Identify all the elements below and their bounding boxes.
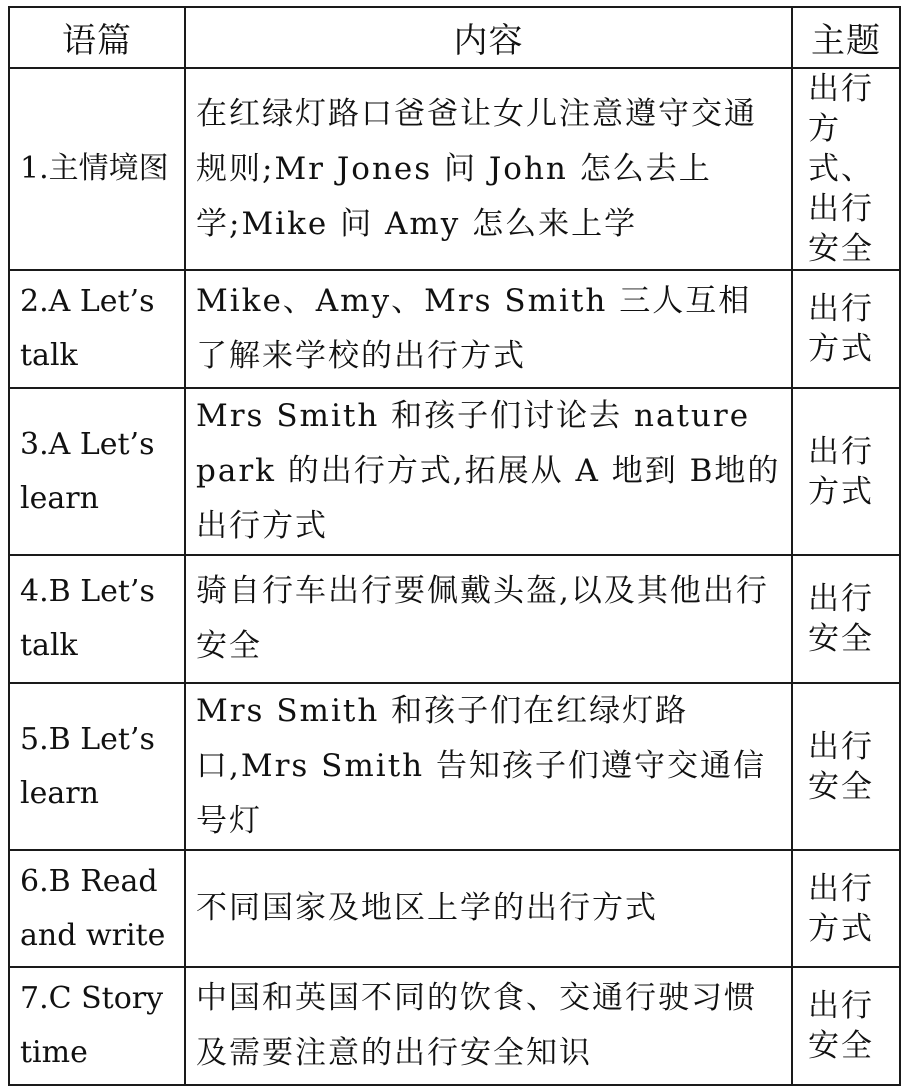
table-row xyxy=(9,683,900,850)
theme-cell xyxy=(792,68,900,270)
section-cell: 5.B Let’s learn xyxy=(9,683,185,850)
lesson-table xyxy=(8,6,901,1086)
table-row xyxy=(9,388,900,555)
section-cell: 4.B Let’s talk xyxy=(9,555,185,683)
theme-text: 出行方式 xyxy=(808,291,874,367)
section-cell: 2.A Let’s talk xyxy=(9,270,185,388)
theme-text: 出行方式 xyxy=(808,433,874,510)
content-cell: 不同国家及地区上学的出行方式 xyxy=(185,850,792,967)
content-cell: Mike、Amy、Mrs Smith 三人互相了解来学校的出行方式 xyxy=(185,270,792,388)
header-section: 语篇 xyxy=(9,7,185,68)
section-cell: 6.B Read and write xyxy=(9,850,185,967)
theme-text: 出行安全 xyxy=(808,988,874,1064)
table-row xyxy=(9,68,900,270)
theme-text: 出行方式 xyxy=(808,870,874,947)
table-row xyxy=(9,555,900,683)
section-cell: 1.主情境图 xyxy=(9,68,185,270)
theme-cell xyxy=(792,270,900,388)
section-cell: 7.C Story time xyxy=(9,967,185,1085)
theme-cell xyxy=(792,683,900,850)
theme-text: 出行安全 xyxy=(808,728,874,805)
table-row xyxy=(9,967,900,1085)
table-row xyxy=(9,270,900,388)
content-cell: Mrs Smith 和孩子们讨论去 nature park 的出行方式,拓展从 A 地到 B地的出行方式 xyxy=(185,388,792,555)
theme-cell xyxy=(792,388,900,555)
header-content: 内容 xyxy=(185,7,792,68)
section-cell: 3.A Let’s learn xyxy=(9,388,185,555)
header-theme: 主题 xyxy=(792,7,900,68)
theme-cell xyxy=(792,555,900,683)
content-cell: 在红绿灯路口爸爸让女儿注意遵守交通规则;Mr Jones 问 John 怎么去上学;Mike 问 Amy 怎么来上学 xyxy=(185,68,792,270)
table-row xyxy=(9,850,900,967)
theme-text: 出行方式、出行安全 xyxy=(808,71,874,267)
content-cell: 骑自行车出行要佩戴头盔,以及其他出行安全 xyxy=(185,555,792,683)
header-row xyxy=(9,7,900,68)
content-cell: Mrs Smith 和孩子们在红绿灯路口,Mrs Smith 告知孩子们遵守交通信号灯 xyxy=(185,683,792,850)
theme-cell xyxy=(792,850,900,967)
theme-cell xyxy=(792,967,900,1085)
content-cell: 中国和英国不同的饮食、交通行驶习惯及需要注意的出行安全知识 xyxy=(185,967,792,1085)
theme-text: 出行安全 xyxy=(808,581,874,657)
